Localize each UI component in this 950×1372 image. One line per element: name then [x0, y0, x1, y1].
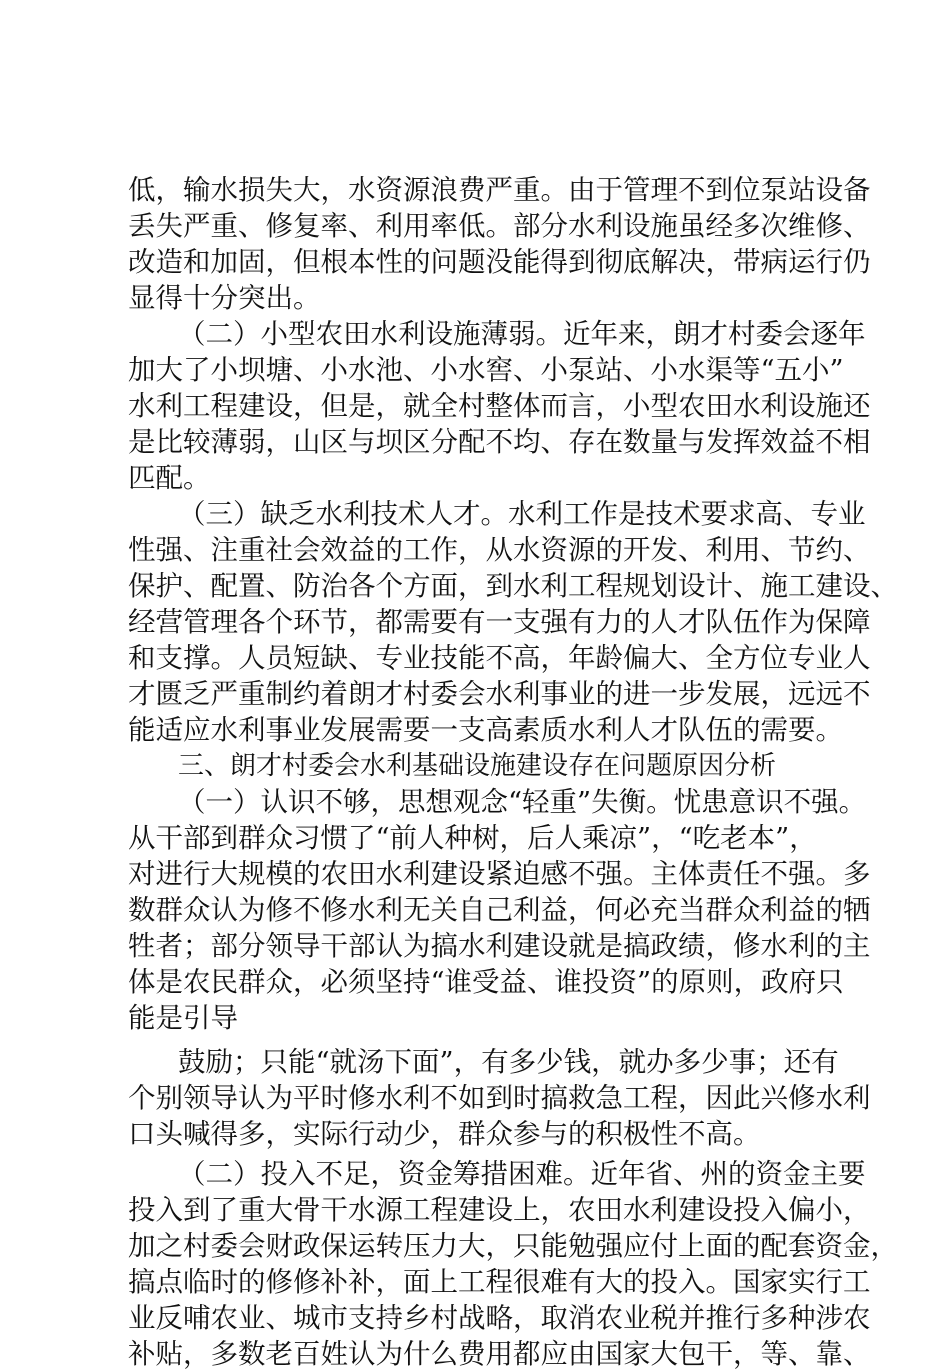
body-line: 口头喊得多，实际行动少，群众参与的积极性不高。: [128, 1118, 761, 1150]
body-line: 显得十分突出。: [128, 282, 321, 314]
paragraph-heading: （二）小型农田水利设施薄弱。近年来，朗才村委会逐年: [178, 318, 866, 350]
body-line: 水利工程建设，但是，就全村整体而言，小型农田水利设施还: [128, 390, 871, 422]
body-line: 搞点临时的修修补补，面上工程很难有大的投入。国家实行工: [128, 1266, 871, 1298]
paragraph-heading: （二）投入不足，资金筹措困难。近年省、州的资金主要: [178, 1158, 866, 1190]
body-line: 匹配。: [128, 462, 211, 494]
body-line: 鼓励；只能“就汤下面”，有多少钱，就办多少事；还有: [178, 1046, 839, 1078]
body-line: 能是引导: [128, 1002, 238, 1034]
body-line: 业反哺农业、城市支持乡村战略，取消农业税并推行多种涉农: [128, 1302, 871, 1334]
body-line: 和支撑。人员短缺、专业技能不高，年龄偏大、全方位专业人: [128, 642, 871, 674]
body-line: 保护、配置、防治各个方面，到水利工程规划设计、施工建设、: [128, 570, 898, 602]
body-line: 是比较薄弱，山区与坝区分配不均、存在数量与发挥效益不相: [128, 426, 871, 458]
body-line: 体是农民群众，必须坚持“谁受益、谁投资”的原则，政府只: [128, 966, 844, 998]
section-heading: 三、朗才村委会水利基础设施建设存在问题原因分析: [178, 751, 777, 781]
body-line: 低，输水损失大，水资源浪费严重。由于管理不到位泵站设备: [128, 174, 871, 206]
body-line: 加之村委会财政保运转压力大，只能勉强应付上面的配套资金，: [128, 1230, 898, 1262]
body-line: 性强、注重社会效益的工作，从水资源的开发、利用、节约、: [128, 534, 871, 566]
body-line: 能适应水利事业发展需要一支高素质水利人才队伍的需要。: [128, 714, 843, 746]
paragraph-heading: （一）认识不够，思想观念“轻重”失衡。忧患意识不强。: [178, 786, 867, 818]
body-line: 数群众认为修不修水利无关自己利益，何必充当群众利益的牺: [128, 894, 871, 926]
body-line: 改造和加固，但根本性的问题没能得到彻底解决，带病运行仍: [128, 246, 871, 278]
body-line: 丢失严重、修复率、利用率低。部分水利设施虽经多次维修、: [128, 210, 871, 242]
body-line: 补贴，多数老百姓认为什么费用都应由国家大包干，等、靠、: [128, 1338, 871, 1370]
body-line: 加大了小坝塘、小水池、小水窖、小泵站、小水渠等“五小”: [128, 354, 844, 386]
body-line: 对进行大规模的农田水利建设紧迫感不强。主体责任不强。多: [128, 858, 871, 890]
body-line: 才匮乏严重制约着朗才村委会水利事业的进一步发展，远远不: [128, 678, 871, 710]
paragraph-heading: （三）缺乏水利技术人才。水利工作是技术要求高、专业: [178, 498, 866, 530]
body-line: 投入到了重大骨干水源工程建设上，农田水利建设投入偏小，: [128, 1194, 871, 1226]
body-line: 牲者；部分领导干部认为搞水利建设就是搞政绩，修水利的主: [128, 930, 871, 962]
body-line: 从干部到群众习惯了“前人种树，后人乘凉”，“吃老本”，: [128, 822, 817, 854]
body-line: 经营管理各个环节，都需要有一支强有力的人才队伍作为保障: [128, 606, 871, 638]
body-line: 个别领导认为平时修水利不如到时搞救急工程，因此兴修水利: [128, 1082, 871, 1114]
